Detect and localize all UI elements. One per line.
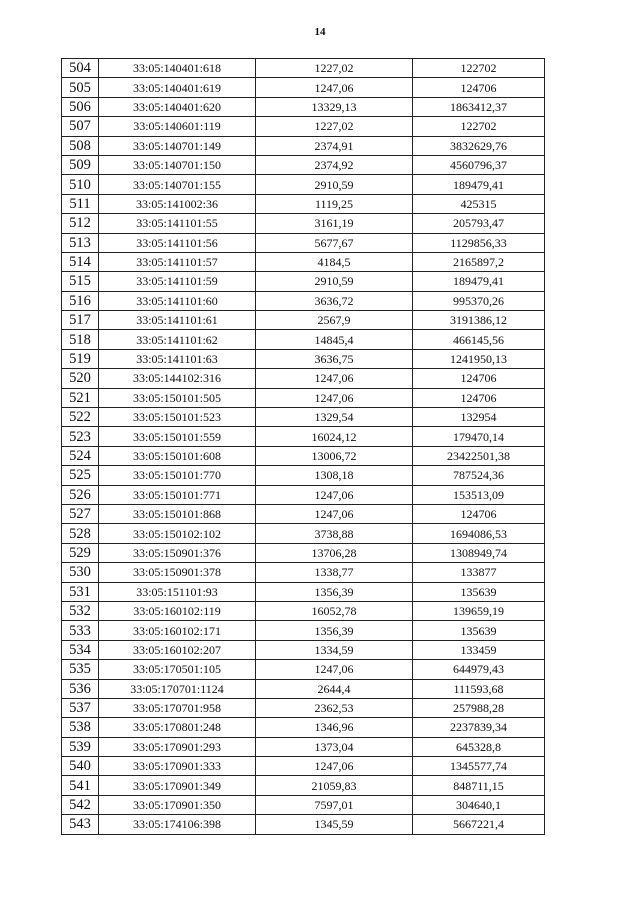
cadastral-number: 33:05:150901:378 [99, 563, 256, 582]
cost-value: 1241950,13 [413, 349, 545, 368]
area-value: 1345,59 [256, 815, 413, 834]
cadastral-number: 33:05:170901:293 [99, 737, 256, 756]
row-number: 534 [62, 640, 99, 659]
cost-value: 122702 [413, 117, 545, 136]
area-value: 1338,77 [256, 563, 413, 582]
table-row [62, 601, 545, 620]
row-number: 521 [62, 388, 99, 407]
cost-value: 124706 [413, 369, 545, 388]
area-value: 1247,06 [256, 504, 413, 523]
area-value: 1308,18 [256, 466, 413, 485]
row-number: 542 [62, 795, 99, 814]
cost-value: 153513,09 [413, 485, 545, 504]
area-value: 1373,04 [256, 737, 413, 756]
cadastral-number: 33:05:170901:333 [99, 757, 256, 776]
cost-value: 4560796,37 [413, 155, 545, 174]
cadastral-number: 33:05:141101:57 [99, 252, 256, 271]
area-value: 4184,5 [256, 252, 413, 271]
cadastral-number: 33:05:160102:171 [99, 621, 256, 640]
cost-value: 2165897,2 [413, 252, 545, 271]
cost-value: 2237839,34 [413, 718, 545, 737]
cadastral-number: 33:05:141101:55 [99, 214, 256, 233]
cost-value: 3191386,12 [413, 311, 545, 330]
row-number: 510 [62, 175, 99, 194]
cost-value: 5667221,4 [413, 815, 545, 834]
row-number: 516 [62, 291, 99, 310]
cadastral-number: 33:05:150101:523 [99, 408, 256, 427]
table-row [62, 369, 545, 388]
table-row [62, 388, 545, 407]
table-row [62, 408, 545, 427]
area-value: 13706,28 [256, 543, 413, 562]
row-number: 527 [62, 504, 99, 523]
cost-value: 135639 [413, 621, 545, 640]
area-value: 3738,88 [256, 524, 413, 543]
cadastral-number: 33:05:170501:105 [99, 660, 256, 679]
cost-value: 257988,28 [413, 698, 545, 717]
area-value: 13329,13 [256, 97, 413, 116]
cost-value: 133877 [413, 563, 545, 582]
cadastral-number: 33:05:150101:608 [99, 446, 256, 465]
table-row [62, 272, 545, 291]
table-row [62, 311, 545, 330]
cost-value: 304640,1 [413, 795, 545, 814]
area-value: 1247,06 [256, 485, 413, 504]
row-number: 517 [62, 311, 99, 330]
row-number: 530 [62, 563, 99, 582]
table-row [62, 679, 545, 698]
cost-value: 132954 [413, 408, 545, 427]
cost-value: 466145,56 [413, 330, 545, 349]
cost-value: 124706 [413, 78, 545, 97]
table-row [62, 718, 545, 737]
row-number: 504 [62, 59, 99, 78]
area-value: 1329,54 [256, 408, 413, 427]
area-value: 1247,06 [256, 660, 413, 679]
cadastral-number: 33:05:140701:150 [99, 155, 256, 174]
cadastral-number: 33:05:141002:36 [99, 194, 256, 213]
table-row [62, 543, 545, 562]
row-number: 526 [62, 485, 99, 504]
cadastral-number: 33:05:141101:56 [99, 233, 256, 252]
cadastral-number: 33:05:150101:505 [99, 388, 256, 407]
cost-value: 3832629,76 [413, 136, 545, 155]
row-number: 540 [62, 757, 99, 776]
cadastral-number: 33:05:170701:958 [99, 698, 256, 717]
cadastral-number: 33:05:140601:119 [99, 117, 256, 136]
cadastral-number: 33:05:160102:119 [99, 601, 256, 620]
table-row [62, 737, 545, 756]
row-number: 529 [62, 543, 99, 562]
table-row [62, 621, 545, 640]
area-value: 14845,4 [256, 330, 413, 349]
cadastral-number: 33:05:174106:398 [99, 815, 256, 834]
area-value: 2374,91 [256, 136, 413, 155]
area-value: 1227,02 [256, 117, 413, 136]
area-value: 7597,01 [256, 795, 413, 814]
row-number: 525 [62, 466, 99, 485]
cost-value: 787524,36 [413, 466, 545, 485]
cost-value: 1345577,74 [413, 757, 545, 776]
area-value: 13006,72 [256, 446, 413, 465]
area-value: 1227,02 [256, 59, 413, 78]
table-row [62, 291, 545, 310]
cost-value: 133459 [413, 640, 545, 659]
cost-value: 111593,68 [413, 679, 545, 698]
cost-value: 23422501,38 [413, 446, 545, 465]
row-number: 524 [62, 446, 99, 465]
area-value: 16052,78 [256, 601, 413, 620]
table-row [62, 563, 545, 582]
row-number: 506 [62, 97, 99, 116]
row-number: 512 [62, 214, 99, 233]
area-value: 2362,53 [256, 698, 413, 717]
registry-table-body [62, 59, 545, 835]
table-row [62, 175, 545, 194]
row-number: 532 [62, 601, 99, 620]
cost-value: 122702 [413, 59, 545, 78]
cadastral-number: 33:05:141101:62 [99, 330, 256, 349]
row-number: 508 [62, 136, 99, 155]
area-value: 1247,06 [256, 78, 413, 97]
table-row [62, 698, 545, 717]
cadastral-number: 33:05:170901:350 [99, 795, 256, 814]
area-value: 1247,06 [256, 369, 413, 388]
row-number: 519 [62, 349, 99, 368]
area-value: 3161,19 [256, 214, 413, 233]
area-value: 1119,25 [256, 194, 413, 213]
cadastral-number: 33:05:140401:618 [99, 59, 256, 78]
area-value: 2567,9 [256, 311, 413, 330]
table-row [62, 252, 545, 271]
cadastral-number: 33:05:140701:149 [99, 136, 256, 155]
table-row [62, 78, 545, 97]
table-row [62, 582, 545, 601]
row-number: 518 [62, 330, 99, 349]
table-row [62, 504, 545, 523]
area-value: 1356,39 [256, 621, 413, 640]
table-row [62, 330, 545, 349]
row-number: 531 [62, 582, 99, 601]
cost-value: 425315 [413, 194, 545, 213]
row-number: 541 [62, 776, 99, 795]
cadastral-number: 33:05:141101:60 [99, 291, 256, 310]
cost-value: 848711,15 [413, 776, 545, 795]
table-row [62, 97, 545, 116]
cadastral-number: 33:05:140401:619 [99, 78, 256, 97]
table-row [62, 427, 545, 446]
cost-value: 135639 [413, 582, 545, 601]
table-row [62, 815, 545, 834]
table-row [62, 136, 545, 155]
row-number: 511 [62, 194, 99, 213]
area-value: 1346,96 [256, 718, 413, 737]
registry-table [61, 58, 545, 835]
cadastral-number: 33:05:151101:93 [99, 582, 256, 601]
cadastral-number: 33:05:140701:155 [99, 175, 256, 194]
cost-value: 1129856,33 [413, 233, 545, 252]
area-value: 2644,4 [256, 679, 413, 698]
cost-value: 1863412,37 [413, 97, 545, 116]
area-value: 1247,06 [256, 388, 413, 407]
row-number: 513 [62, 233, 99, 252]
cost-value: 189479,41 [413, 175, 545, 194]
area-value: 1247,06 [256, 757, 413, 776]
cost-value: 1308949,74 [413, 543, 545, 562]
table-row [62, 795, 545, 814]
row-number: 509 [62, 155, 99, 174]
table-row [62, 349, 545, 368]
table-row [62, 466, 545, 485]
cadastral-number: 33:05:170701:1124 [99, 679, 256, 698]
area-value: 2910,59 [256, 175, 413, 194]
cadastral-number: 33:05:150101:770 [99, 466, 256, 485]
area-value: 1334,59 [256, 640, 413, 659]
row-number: 520 [62, 369, 99, 388]
row-number: 543 [62, 815, 99, 834]
table-row [62, 233, 545, 252]
cost-value: 124706 [413, 388, 545, 407]
table-row [62, 59, 545, 78]
table-row [62, 640, 545, 659]
area-value: 3636,75 [256, 349, 413, 368]
area-value: 3636,72 [256, 291, 413, 310]
page-number: 14 [314, 26, 326, 38]
cadastral-number: 33:05:150102:102 [99, 524, 256, 543]
table-row [62, 446, 545, 465]
table-row [62, 660, 545, 679]
cadastral-number: 33:05:141101:61 [99, 311, 256, 330]
area-value: 1356,39 [256, 582, 413, 601]
table-row [62, 776, 545, 795]
row-number: 537 [62, 698, 99, 717]
row-number: 507 [62, 117, 99, 136]
cost-value: 1694086,53 [413, 524, 545, 543]
table-row [62, 524, 545, 543]
row-number: 514 [62, 252, 99, 271]
cadastral-number: 33:05:140401:620 [99, 97, 256, 116]
cost-value: 124706 [413, 504, 545, 523]
cadastral-number: 33:05:141101:59 [99, 272, 256, 291]
table-row [62, 485, 545, 504]
table-row [62, 757, 545, 776]
cost-value: 179470,14 [413, 427, 545, 446]
cost-value: 645328,8 [413, 737, 545, 756]
row-number: 539 [62, 737, 99, 756]
cadastral-number: 33:05:150101:771 [99, 485, 256, 504]
area-value: 2910,59 [256, 272, 413, 291]
cadastral-number: 33:05:170901:349 [99, 776, 256, 795]
row-number: 535 [62, 660, 99, 679]
table-row [62, 117, 545, 136]
row-number: 533 [62, 621, 99, 640]
cost-value: 205793,47 [413, 214, 545, 233]
area-value: 21059,83 [256, 776, 413, 795]
row-number: 505 [62, 78, 99, 97]
area-value: 16024,12 [256, 427, 413, 446]
table-row [62, 194, 545, 213]
cadastral-number: 33:05:160102:207 [99, 640, 256, 659]
cadastral-number: 33:05:150101:868 [99, 504, 256, 523]
cadastral-number: 33:05:150101:559 [99, 427, 256, 446]
row-number: 515 [62, 272, 99, 291]
cost-value: 139659,19 [413, 601, 545, 620]
cadastral-number: 33:05:170801:248 [99, 718, 256, 737]
cost-value: 189479,41 [413, 272, 545, 291]
area-value: 2374,92 [256, 155, 413, 174]
cost-value: 644979,43 [413, 660, 545, 679]
cadastral-number: 33:05:150901:376 [99, 543, 256, 562]
row-number: 522 [62, 408, 99, 427]
row-number: 523 [62, 427, 99, 446]
row-number: 528 [62, 524, 99, 543]
table-row [62, 214, 545, 233]
cadastral-number: 33:05:141101:63 [99, 349, 256, 368]
cost-value: 995370,26 [413, 291, 545, 310]
row-number: 538 [62, 718, 99, 737]
cadastral-number: 33:05:144102:316 [99, 369, 256, 388]
table-row [62, 155, 545, 174]
row-number: 536 [62, 679, 99, 698]
area-value: 5677,67 [256, 233, 413, 252]
